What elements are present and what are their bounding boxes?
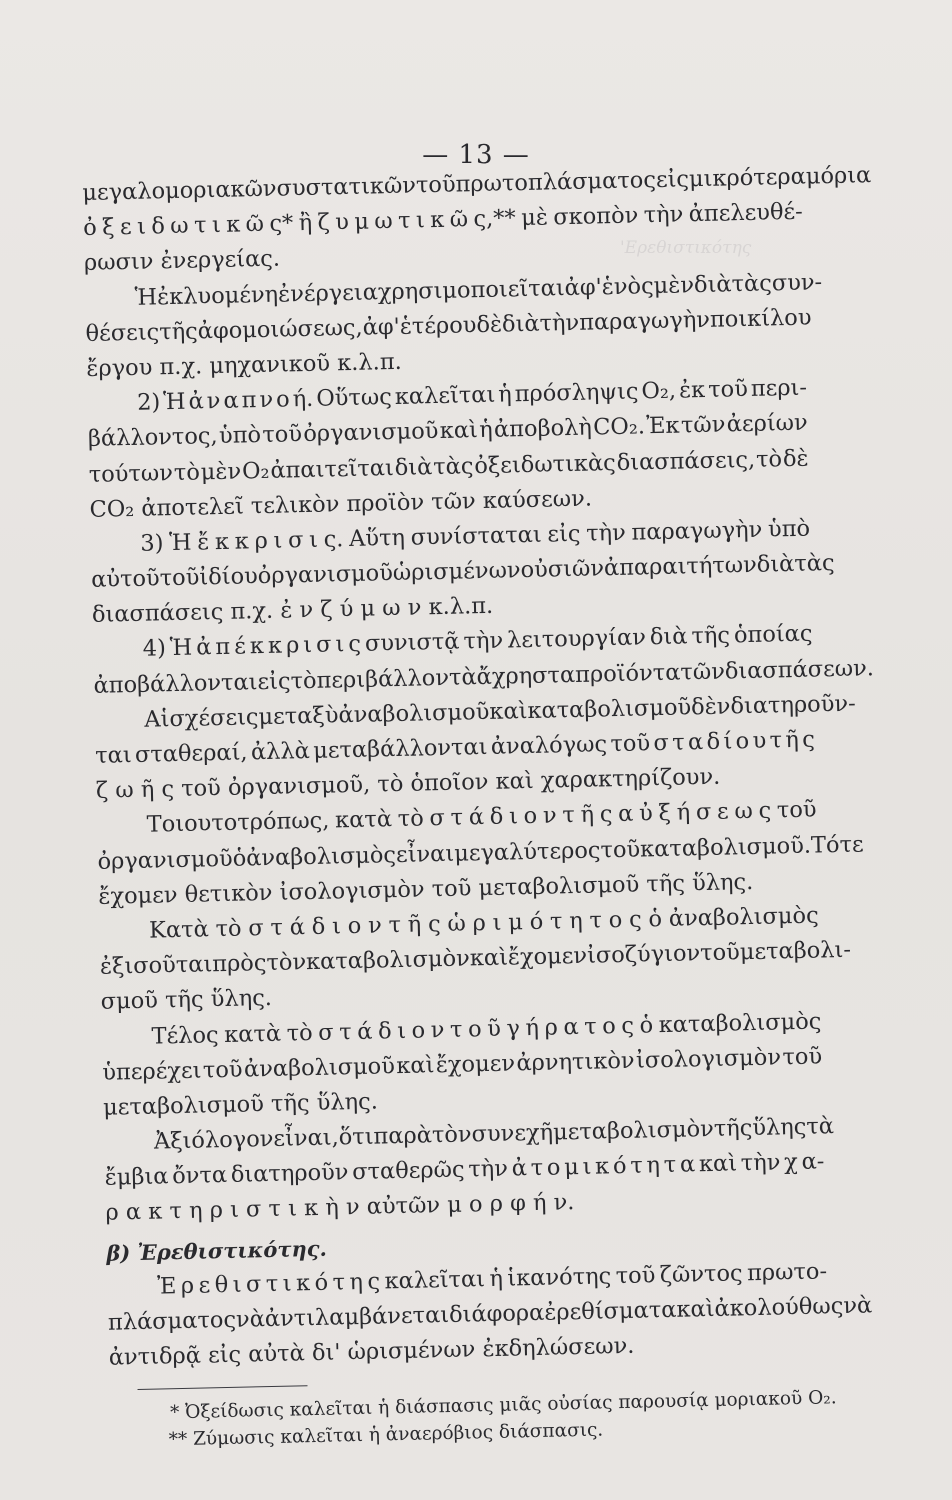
page-number: — 13 —	[422, 140, 530, 170]
text-line: Κατὰ τὸ σ τ ά δ ι ο ν τ ῆ ς ὡ ρ ι μ ό τ η τ ο ς ὁ ἀναβολισμὸς	[148, 902, 819, 944]
text-line: ται σταθεραί, ἀλλὰ μεταβάλλονται ἀναλόγως τοῦ σ τ α δ ί ο υ τ ῆ ς	[94, 726, 816, 769]
text-line: θέσεις τῆς ἀφομοιώσεως, ἀφ' ἑτέρου δὲ διὰ τὴν παραγωγὴν ποικίλου	[85, 304, 812, 347]
footnotes	[110, 1385, 837, 1455]
text-line: σμοῦ τῆς ὕλης.	[100, 985, 273, 1016]
text-line: ἀποβάλλονται εἰς τὸ περιβάλλον τὰ ἄχρηστα προϊόντα τῶν διασπάσεων.	[93, 654, 875, 699]
text-line: Αἱ σχέσεις μεταξὺ ἀναβολισμοῦ καὶ καταβολισμοῦ δὲν διατηροῦν-	[144, 690, 856, 733]
footnote-line: * Ὀξείδωσις καλεῖται ἡ διάσπασις μιᾶς οὐσίας παρουσίᾳ μοριακοῦ O₂.	[169, 1387, 837, 1424]
text-line: μεταβολισμοῦ τῆς ὕλης.	[102, 1088, 379, 1121]
text-line: ἔχομεν θετικὸν ἰσολογισμὸν τοῦ μεταβολισμοῦ τῆς ὕλης.	[98, 868, 754, 910]
body-text	[82, 160, 875, 1455]
text-line: ἀντιδρᾷ εἰς αὐτὰ δι' ὡρισμένων ἐκδηλώσεων.	[108, 1332, 635, 1371]
text-line: βάλλοντος, ὑπὸ τοῦ ὀργανισμοῦ καὶ ἡ ἀποβολὴ CO₂. Ἐκ τῶν ἀερίων	[87, 409, 808, 453]
text-line: CO₂ ἀποτελεῖ τελικὸν προϊὸν τῶν καύσεων.	[89, 485, 593, 523]
text-line: ρ α κ τ η ρ ι σ τ ι κ ὴ ν αὐτῶν μ ο ρ φ ή ν.	[105, 1189, 575, 1227]
text-line: αὐτοῦ τοῦ ἰδίου ὀργανισμοῦ ὡρισμένων οὐσιῶν ἀπαραιτήτων διὰ τὰς	[90, 550, 835, 593]
section-heading: β) Ἐρεθιστικότης.	[106, 1235, 328, 1266]
text-line: 3) Ἡ ἔ κ κ ρ ι σ ι ς. Αὕτη συνίσταται εἰς τὴν παραγωγὴν ὑπὸ	[140, 515, 811, 557]
text-line: Τέλος κατὰ τὸ σ τ ά δ ι ο ν τ ο ῦ γ ή ρ α τ ο ς ὁ καταβολισμὸς	[151, 1007, 822, 1050]
text-line: Τοιουτοτρόπως, κατὰ τὸ σ τ ά δ ι ο ν τ ῆ ς α ὐ ξ ή σ ε ω ς τοῦ	[146, 796, 817, 839]
text-line: 4) Ἡ ἀ π έ κ κ ρ ι σ ι ς συνιστᾷ τὴν λειτουργίαν διὰ τῆς ὁποίας	[142, 620, 813, 663]
text-line: τούτων τὸ μὲν O₂ ἀπαιτεῖται διὰ τὰς ὀξειδωτικὰς διασπάσεις, τὸ δὲ	[88, 445, 809, 488]
text-line: ὀργανισμοῦ ὁ ἀναβολισμὸς εἶναι μεγαλύτερος τοῦ καταβολισμοῦ. Τότε	[97, 831, 864, 875]
show-through-text: 'Ερεθιστικότης	[620, 238, 752, 258]
text-line: πλάσματος νὰ ἀντιλαμβάνεται διάφορα ἐρεθίσματα καὶ ἀκολούθως νὰ	[107, 1292, 873, 1336]
footnote-divider	[138, 1386, 308, 1391]
text-line: ρωσιν ἐνεργείας.	[83, 245, 281, 277]
text-line: διασπάσεις π.χ. ἐ ν ζ ύ μ ω ν κ.λ.π.	[91, 593, 494, 629]
text-line: Ἀξιόλογον εἶναι, ὅτι παρὰ τὸν συνεχῆ μεταβολισμὸν τῆς ὕλης τὰ	[153, 1113, 835, 1155]
text-line: ἔργου π.χ. μηχανικοῦ κ.λ.π.	[86, 348, 403, 382]
text-line: Ἐ ρ ε θ ι σ τ ι κ ό τ η ς καλεῖται ἡ ἱκανότης τοῦ ζῶντος πρωτο-	[156, 1258, 828, 1300]
text-line: ἐξισοῦται πρὸς τὸν καταβολισμὸν καὶ ἔχομεν ἰσοζύγιον τοῦ μεταβολι-	[99, 936, 852, 980]
text-line: ὑπερέχει τοῦ ἀναβολισμοῦ καὶ ἔχομεν ἀρνητικὸν ἰσολογισμὸν τοῦ	[102, 1043, 823, 1086]
text-line: μεγαλομοριακῶν συστατικῶν τοῦ πρωτοπλάσματος εἰς μικρότερα μόρια	[82, 162, 872, 206]
text-line: 2) Ἡ ἀ ν α π ν ο ή. Οὕτως καλεῖται ἡ πρόσληψις O₂, ἐκ τοῦ περι-	[136, 374, 808, 416]
text-line: ὀ ξ ε ι δ ω τ ι κ ῶ ς* ἢ ζ υ μ ω τ ι κ ῶ ς,** μὲ σκοπὸν τὴν ἀπελευθέ-	[82, 198, 804, 242]
paragraph-block-1	[82, 160, 875, 1232]
text-line: Ἡ ἐκλυομένη ἐνέργεια χρησιμοποιεῖται ἀφ' ἑνὸς μὲν διὰ τὰς συν-	[134, 268, 823, 311]
text-line: ζ ω ῆ ς τοῦ ὀργανισμοῦ, τὸ ὁποῖον καὶ χαρακτηρίζουν.	[95, 763, 721, 805]
footnote-line: ** Ζύμωσις καλεῖται ἡ ἀναερόβιος διάσπασις.	[168, 1419, 604, 1451]
text-line: ἔμβια ὄντα διατηροῦν σταθερῶς τὴν ἀ τ ο μ ι κ ό τ η τ α καὶ τὴν χ α-	[104, 1148, 825, 1191]
paragraph-block-2	[107, 1254, 873, 1376]
